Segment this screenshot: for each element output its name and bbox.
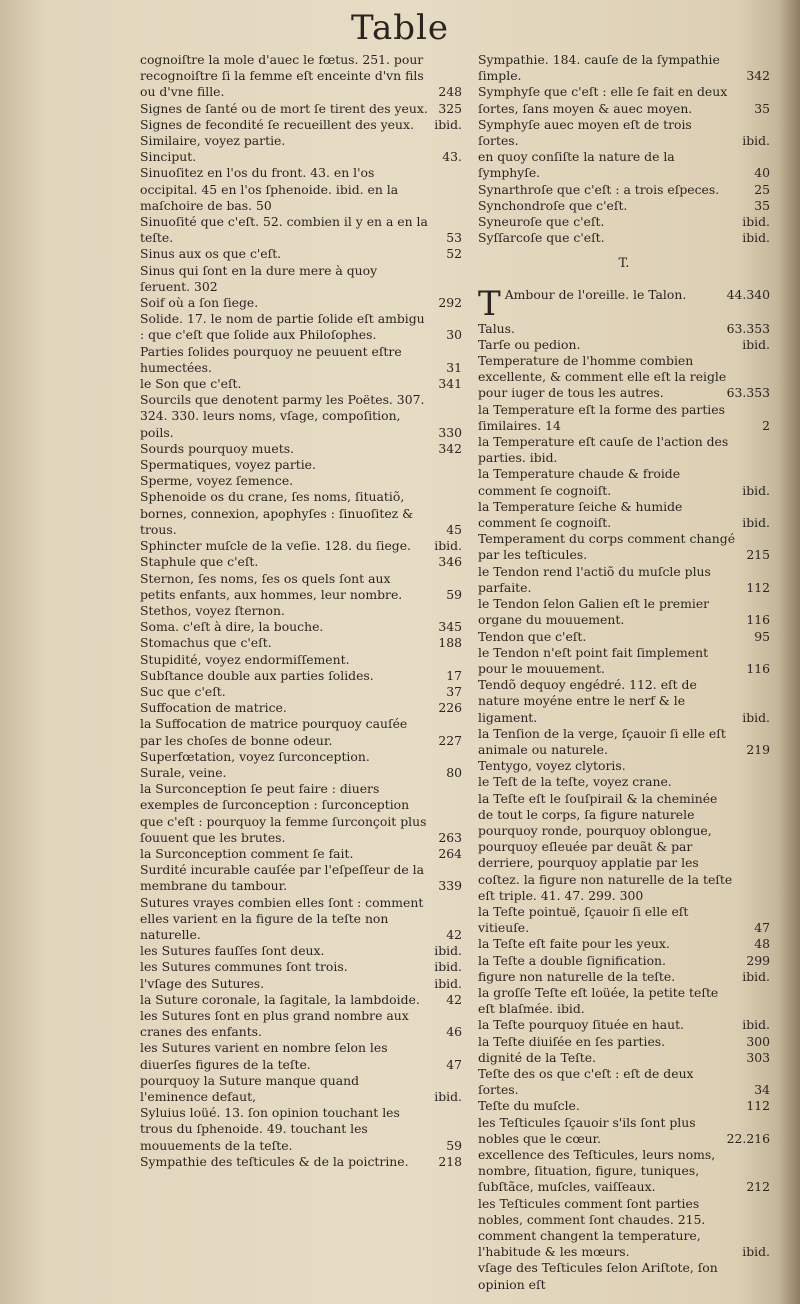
right-bottom-entries: [478, 321, 770, 1293]
entry-page: 44.340: [726, 286, 770, 302]
index-entry: [478, 117, 770, 149]
entry-text: Signes de fecondité ſe recueillent des yeux.: [140, 116, 414, 132]
entry-text: Sinciput.: [140, 149, 197, 165]
entry-page: ibid.: [742, 336, 770, 352]
index-entry: [140, 117, 462, 133]
entry-text: Sutures vrayes combien elles ſont : comment elles varient en la figure de la teſte non naturelle.: [140, 894, 424, 942]
entry-page: ibid.: [742, 482, 770, 498]
entry-text: Suc que c'eſt.: [140, 683, 226, 699]
index-entry: [478, 1098, 770, 1114]
entry-page: 95: [754, 628, 770, 644]
entry-page: 342: [746, 68, 770, 84]
index-entry: [478, 1196, 770, 1261]
entry-page: 45: [446, 521, 462, 537]
entry-page: 47: [446, 1056, 462, 1072]
entry-text: l'vſage des Sutures.: [140, 975, 265, 991]
index-entry: [140, 1073, 462, 1105]
entry-text: Teſte des os que c'eſt : eſt de deux ſortes.: [478, 1065, 694, 1098]
index-entry: [140, 52, 462, 101]
index-entry: [478, 1050, 770, 1066]
entry-page: 25: [754, 181, 770, 197]
entry-text: le Son que c'eſt.: [140, 376, 242, 392]
entry-page: 43.: [442, 149, 462, 165]
index-entry: [140, 554, 462, 570]
entry-page: 112: [746, 579, 770, 595]
index-entry: [478, 758, 770, 774]
index-entry: [478, 353, 770, 402]
entry-text: Tendon que c'eſt.: [478, 628, 587, 644]
entry-text: la Temperature eſt la forme des parties ſimilaires. 14: [478, 401, 725, 433]
entry-page: 346: [438, 554, 462, 570]
index-entry: [478, 337, 770, 353]
index-entry: [478, 1017, 770, 1033]
entry-text: le Tendon n'eſt point fait ſimplement pour le mouuement.: [478, 644, 709, 676]
entry-text: Parties ſolides pourquoy ne peuuent eſtre humectées.: [140, 343, 402, 375]
index-column-left: [140, 52, 462, 1170]
entry-page: ibid.: [434, 975, 462, 991]
right-top-entries: [478, 52, 770, 246]
index-entry: [140, 311, 462, 343]
entry-page: 299: [746, 952, 770, 968]
entry-page: 30: [446, 327, 462, 343]
entry-text: Soif où a ſon ſiege.: [140, 295, 259, 311]
index-entry: [140, 895, 462, 944]
entry-page: 48: [754, 936, 770, 952]
entry-text: Soma. c'eſt à dire, la bouche.: [140, 619, 324, 635]
entry-text: la groſſe Teſte eſt loüée, la petite teſte eſt blaſmée. ibid.: [478, 984, 719, 1017]
entry-text: Sinuoſitez en l'os du front. 43. en l'os occipital. 45 en l'os ſphenoide. ibid. en la maſchoire de bas. 50: [140, 165, 399, 213]
entry-text: les Sutures communes ſont trois.: [140, 959, 348, 975]
entry-text: Sourds pourquoy muets.: [140, 440, 295, 456]
entry-text: la Teſte pourquoy ſituée en haut.: [478, 1017, 684, 1033]
entry-text: les Sutures fauſſes ſont deux.: [140, 943, 325, 959]
index-entry: [478, 321, 770, 337]
index-entry: [140, 619, 462, 635]
entry-page: 17: [446, 667, 462, 683]
entry-text: Sourcils que denotent parmy les Poëtes. 307. 324. 330. leurs noms, vſage, compoſition, poils.: [140, 392, 425, 440]
entry-text: Stomachus que c'eſt.: [140, 635, 272, 651]
index-entry: [140, 457, 462, 473]
index-entry: [478, 645, 770, 677]
index-entry: [478, 629, 770, 645]
entry-text: Tendõ dequoy engédré. 112. eſt de nature moyéne entre le nerf & le ligament.: [478, 677, 697, 725]
entry-page: 330: [438, 424, 462, 440]
index-entry: [478, 985, 770, 1017]
entry-page: ibid.: [742, 230, 770, 246]
entry-page: 37: [446, 683, 462, 699]
index-entry: [478, 969, 770, 985]
section-letter-t: T.: [618, 256, 630, 272]
entry-text: la Tenſion de la verge, ſçauoir ſi elle eſt animale ou naturele.: [478, 725, 726, 757]
entry-text: Temperature de l'homme combien excellente, & comment elle eſt la reigle pour iuger de tous les autres.: [478, 353, 727, 401]
entry-page: 46: [446, 1024, 462, 1040]
entry-page: 116: [746, 660, 770, 676]
entry-text: excellence des Teſticules, leurs noms, nombre, ſituation, figure, tuniques, ſubſtãce, muſcles, vaiſſeaux.: [478, 1147, 716, 1195]
entry-page: ibid.: [742, 133, 770, 149]
entry-page: 248: [438, 84, 462, 100]
entry-text: pourquoy la Suture manque quand l'eminence defaut,: [140, 1072, 360, 1104]
index-entry: [140, 571, 462, 603]
entry-page: 218: [438, 1153, 462, 1169]
entry-page: 42: [446, 926, 462, 942]
entry-text: la Teſte eſt le ſouſpirail & la cheminée de tout le corps, ſa figure naturele pourquoy ronde, pourquoy oblongue, pourquoy eſleuée par deuãt & par derriere, pourquoy applatie par les coſtez. la figure non naturelle de la teſte eſt triple. 41. 47. 299. 300: [478, 790, 733, 903]
index-entry: [140, 862, 462, 894]
entry-page: ibid.: [434, 1089, 462, 1104]
page-title: Table: [350, 8, 450, 48]
index-entry: [140, 992, 462, 1008]
entry-text: Symphyſe que c'eſt : elle ſe fait en deux ſortes, ſans moyen & auec moyen.: [478, 84, 728, 116]
index-entry: [478, 1066, 770, 1098]
entry-page: 219: [746, 741, 770, 757]
index-entry: [140, 684, 462, 700]
index-entry: [478, 287, 770, 303]
index-entry: [140, 214, 462, 246]
index-entry: [140, 133, 462, 149]
entry-text: la Surconception ſe peut faire : diuers exemples de ſurconception : ſurconception que c'eſt : pourquoy la femme ſurconçoit plus ſouuent que les brutes.: [140, 781, 427, 845]
entry-text: Signes de ſanté ou de mort ſe tirent des yeux.: [140, 100, 428, 116]
index-entry: [140, 1040, 462, 1072]
index-entry: [140, 765, 462, 781]
entry-text: le Teſt de la teſte, voyez crane.: [478, 774, 672, 790]
entry-page: 52: [446, 246, 462, 262]
index-entry: [140, 246, 462, 262]
entry-text: les Sutures varient en nombre ſelon les diuerſes figures de la teſte.: [140, 1040, 388, 1072]
entry-text: Solide. 17. le nom de partie ſolide eſt ambigu : que c'eſt que ſolide aux Philoſophes.: [140, 311, 425, 343]
entry-page: 53: [446, 230, 462, 246]
entry-text: Stethos, voyez ſternon.: [140, 602, 285, 618]
entry-text: Sternon, ſes noms, ſes os quels ſont aux petits enfants, aux hommes, leur nombre.: [140, 570, 403, 602]
entry-text: Sinus aux os que c'eſt.: [140, 246, 282, 262]
entry-text: la Temperature chaude & froide comment ſe cognoiſt.: [478, 466, 681, 498]
entry-text: Sinus qui ſont en la dure mere à quoy ſeruent. 302: [140, 262, 378, 294]
entry-text: la Teſte pointuë, ſçauoir ſi elle eſt vitieuſe.: [478, 903, 689, 936]
entry-text: le Tendon ſelon Galien eſt le premier organe du mouuement.: [478, 596, 710, 628]
entry-page: 35: [754, 100, 770, 116]
entry-text: Staphule que c'eſt.: [140, 554, 259, 570]
entry-page: 339: [438, 878, 462, 894]
index-entry: [140, 943, 462, 959]
index-entry: [478, 904, 770, 936]
entry-page: ibid.: [742, 1244, 770, 1260]
entry-text: Similaire, voyez partie.: [140, 133, 286, 149]
index-entry: [140, 165, 462, 214]
index-entry: [478, 531, 770, 563]
entry-text: Stupidité, voyez endormiſſement.: [140, 651, 350, 667]
index-entry: [140, 344, 462, 376]
entry-text: Surale, veine.: [140, 764, 227, 780]
entry-text: la Teſte diuiſée en ſes parties.: [478, 1033, 666, 1049]
index-entry: [478, 402, 770, 434]
entry-text: en quoy conſiſte la nature de la ſymphyſe.: [478, 149, 675, 181]
index-entry: [140, 101, 462, 117]
entry-text: Surdité incurable cauſée par l'eſpeſſeur de la membrane du tambour.: [140, 862, 425, 894]
index-entry: [140, 716, 462, 748]
index-entry: [478, 182, 770, 198]
index-entry: [478, 1147, 770, 1196]
entry-text: Tentygo, voyez clytoris.: [478, 758, 626, 774]
entry-page: ibid.: [742, 1017, 770, 1033]
entry-text: la Suffocation de matrice pourquoy cauſée par les choſes de bonne odeur.: [140, 716, 408, 748]
entry-text: Synchondroſe que c'eſt.: [478, 197, 628, 213]
index-entry: [140, 376, 462, 392]
entry-page: ibid.: [434, 959, 462, 975]
entry-text: dignité de la Teſte.: [478, 1049, 596, 1065]
index-entry: [478, 564, 770, 596]
index-entry: [140, 781, 462, 846]
index-entry: [478, 1115, 770, 1147]
entry-text: Ambour de l'oreille. le Talon.: [504, 286, 687, 302]
entry-text: Sperme, voyez ſemence.: [140, 473, 294, 489]
entry-text: le Tendon rend l'actiõ du muſcle plus parfaite.: [478, 563, 711, 595]
index-entry: [140, 1008, 462, 1040]
index-entry: [140, 846, 462, 862]
entry-page: 59: [446, 586, 462, 602]
index-entry: [478, 1260, 770, 1292]
index-entry: [478, 953, 770, 969]
entry-page: 2: [762, 417, 770, 433]
entry-text: Syneuroſe que c'eſt.: [478, 214, 605, 230]
index-entry: [140, 635, 462, 651]
index-entry: [478, 936, 770, 952]
entry-text: Suffocation de matrice.: [140, 700, 287, 716]
index-entry: [478, 434, 770, 466]
index-entry: [478, 52, 770, 84]
index-entry: [478, 774, 770, 790]
entry-text: Syſſarcoſe que c'eſt.: [478, 230, 605, 246]
index-entry: [478, 149, 770, 181]
entry-page: 112: [746, 1098, 770, 1114]
entry-page: ibid.: [742, 214, 770, 230]
index-entry: [140, 668, 462, 684]
entry-page: ibid.: [742, 968, 770, 984]
index-entry: [478, 230, 770, 246]
entry-text: la Teſte eſt faite pour les yeux.: [478, 936, 670, 952]
entry-text: la Suture coronale, la ſagitale, la lambdoide.: [140, 991, 420, 1007]
entry-page: 59: [446, 1137, 462, 1153]
entry-text: Symphyſe auec moyen eſt de trois ſortes.: [478, 116, 692, 149]
entry-page: 342: [438, 440, 462, 456]
entry-page: 341: [438, 376, 462, 392]
entry-page: ibid.: [434, 116, 462, 132]
entry-page: 345: [438, 619, 462, 635]
index-entry: [478, 596, 770, 628]
index-entry: [478, 214, 770, 230]
entry-text: la Surconception comment ſe fait.: [140, 845, 354, 861]
index-entry: [478, 466, 770, 498]
index-entry: [140, 489, 462, 538]
entry-page: 188: [438, 635, 462, 651]
entry-text: Spermatiques, voyez partie.: [140, 457, 316, 473]
entry-text: Temperament du corps comment changé par les teſticules.: [478, 531, 736, 563]
entry-text: la Temperature eſt cauſe de l'action des parties. ibid.: [478, 434, 729, 466]
entry-page: 116: [746, 612, 770, 628]
entry-page: 325: [438, 100, 462, 116]
index-entry: [478, 1034, 770, 1050]
entry-page: 300: [746, 1033, 770, 1049]
entry-text: Teſte du muſcle.: [478, 1098, 580, 1114]
entry-text: la Temperature ſeiche & humide comment ſe cognoiſt.: [478, 498, 683, 531]
entry-page: 42: [446, 991, 462, 1007]
index-entry: [140, 959, 462, 975]
entry-page: ibid.: [434, 943, 462, 959]
index-entry: [140, 700, 462, 716]
index-entry: [478, 499, 770, 531]
entry-text: figure non naturelle de la teſte.: [478, 968, 676, 984]
entry-page: 35: [754, 197, 770, 213]
entry-page: 22.216: [726, 1130, 770, 1146]
index-entry: [140, 392, 462, 441]
index-entry: [140, 441, 462, 457]
index-entry: [478, 726, 770, 758]
entry-text: Sympathie. 184. cauſe de la ſympathie ſimple.: [478, 52, 720, 84]
entry-text: les Sutures ſont en plus grand nombre aux cranes des enfants.: [140, 1007, 409, 1040]
index-entry: [140, 652, 462, 668]
entry-page: 40: [754, 165, 770, 181]
entry-text: Talus.: [478, 320, 515, 336]
index-entry: [140, 149, 462, 165]
entry-text: Subſtance double aux parties ſolides.: [140, 667, 374, 683]
entry-page: 31: [446, 359, 462, 375]
entry-page: 47: [754, 920, 770, 936]
entry-text: la Teſte a double ſignification.: [478, 952, 666, 968]
entry-page: 63.353: [726, 320, 770, 336]
index-entry: [478, 198, 770, 214]
index-entry: [140, 603, 462, 619]
entry-text: Superfœtation, voyez ſurconception.: [140, 748, 370, 764]
section-intro: [478, 287, 770, 319]
entry-page: 226: [438, 700, 462, 716]
index-entry: [478, 677, 770, 726]
entry-text: Sympathie des teſticules & de la poictrine.: [140, 1153, 409, 1169]
entry-text: Synarthroſe que c'eſt : a trois eſpeces.: [478, 181, 720, 197]
entry-text: Tarſe ou pedion.: [478, 336, 581, 352]
index-entry: [140, 473, 462, 489]
entry-page: ibid.: [742, 515, 770, 531]
index-column-right: [478, 52, 770, 1293]
entry-text: Sphenoide os du crane, ſes noms, ſituatiõ, bornes, connexion, apophyſes : ſinuoſitez & trous.: [140, 489, 414, 537]
index-entry: [140, 263, 462, 295]
entry-page: 34: [754, 1082, 770, 1098]
entry-page: 227: [438, 732, 462, 748]
index-entry: [140, 538, 462, 554]
index-entry: [478, 84, 770, 116]
index-entry: [140, 976, 462, 992]
entry-page: 303: [746, 1049, 770, 1065]
page-edge-shadow: [778, 0, 800, 1304]
drop-cap: T: [478, 286, 501, 319]
entry-page: 80: [446, 764, 462, 780]
entry-text: les Teſticules ſçauoir s'ils ſont plus nobles que le cœur.: [478, 1114, 696, 1146]
index-entry: [140, 1105, 462, 1154]
entry-page: 292: [438, 295, 462, 311]
entry-page: 264: [438, 845, 462, 861]
index-entry: [140, 1154, 462, 1170]
entry-text: les Teſticules comment ſont parties nobles, comment ſont chaudes. 215. comment changent la temperature, l'habitude & les mœurs.: [478, 1195, 706, 1260]
entry-page: ibid.: [742, 709, 770, 725]
entry-text: vſage des Teſticules ſelon Ariſtote, ſon opinion eſt: [478, 1260, 718, 1292]
entry-text: Sphincter muſcle de la veſie. 128. du ſiege.: [140, 538, 411, 554]
entry-page: 63.353: [726, 385, 770, 401]
entry-page: ibid.: [434, 538, 462, 554]
entry-text: Sinuoſité que c'eſt. 52. combien il y en a en la teſte.: [140, 214, 428, 246]
entry-page: 215: [746, 547, 770, 563]
entry-text: Syluius loüé. 13. ſon opinion touchant les trous du ſphenoide. 49. touchant les mouuements de la teſte.: [140, 1105, 400, 1153]
index-entry: [140, 749, 462, 765]
index-entry: [140, 295, 462, 311]
entry-text: cognoiſtre la mole d'auec le fœtus. 251. pour recognoiſtre ſi la femme eſt enceinte d'vn fils ou d'vne fille.: [140, 52, 424, 100]
index-entry: [478, 791, 770, 904]
entry-page: 212: [746, 1179, 770, 1195]
entry-page: 263: [438, 829, 462, 845]
